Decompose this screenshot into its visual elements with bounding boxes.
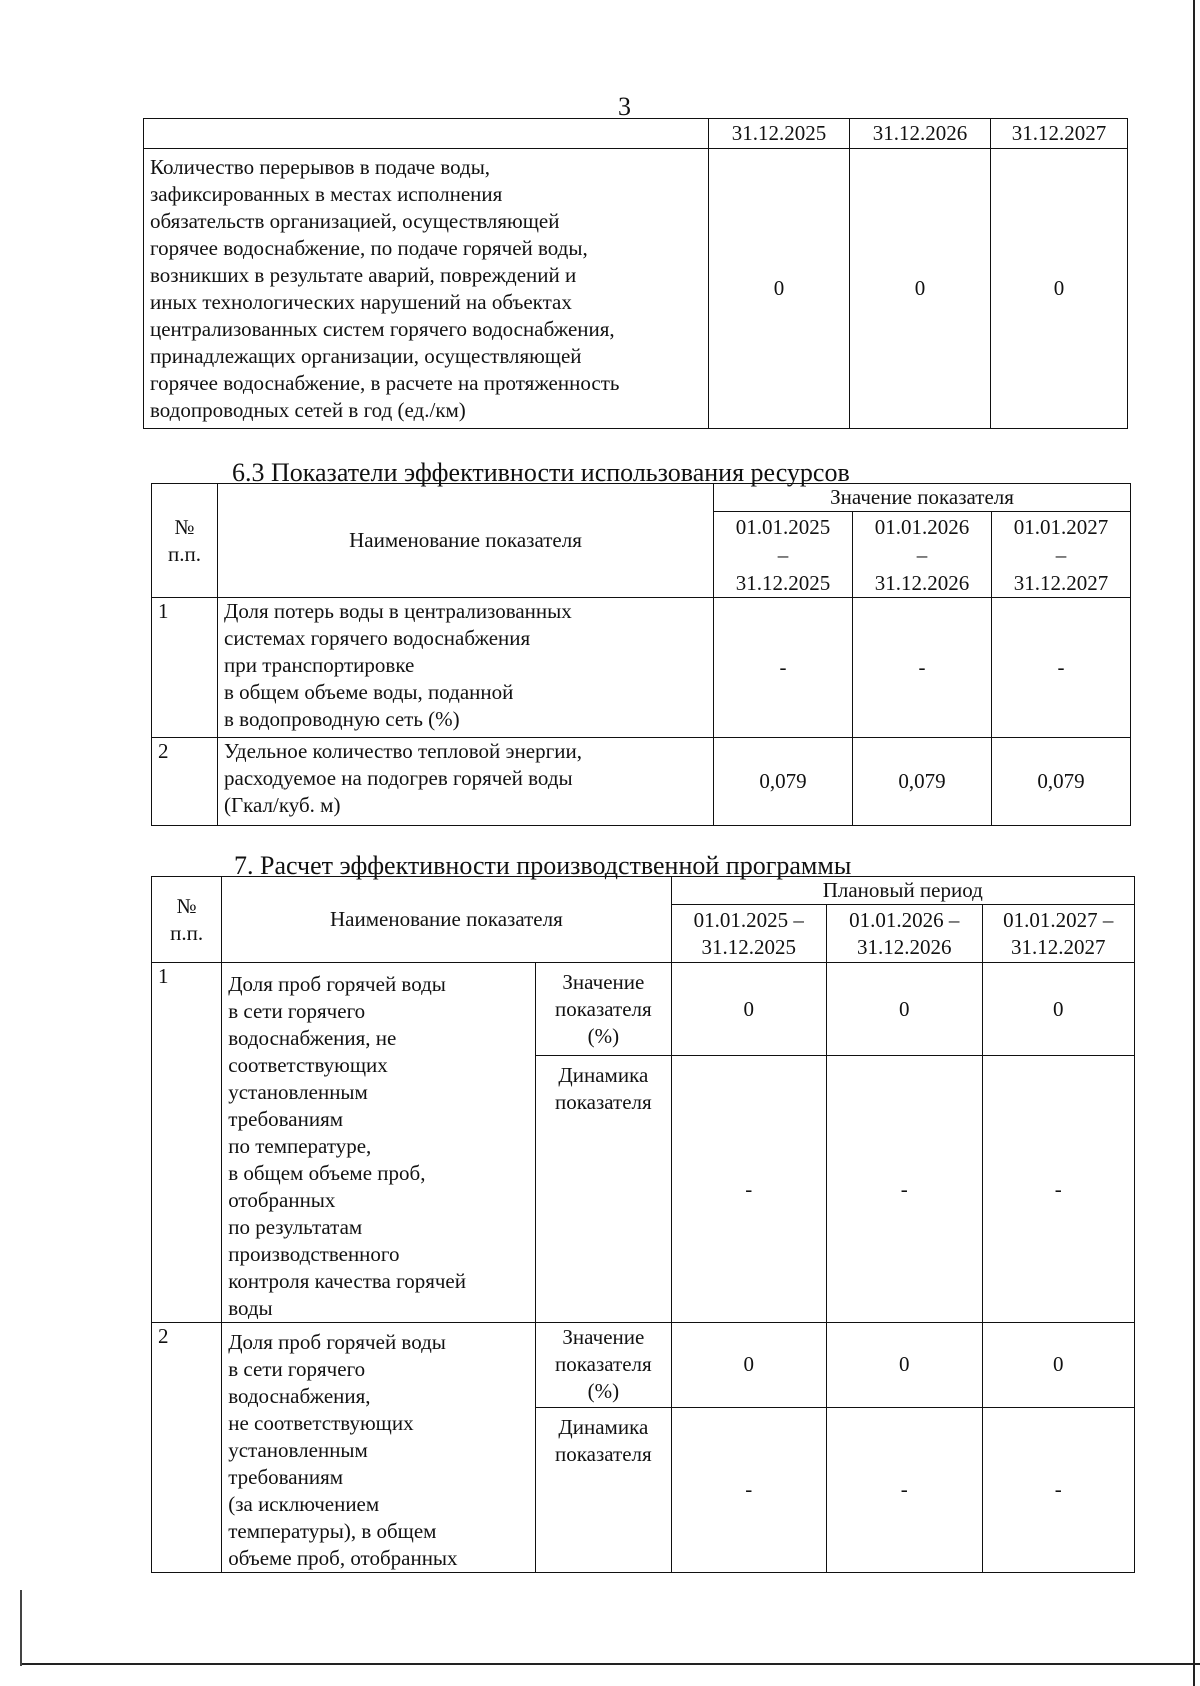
section-6-3-title: 6.3 Показатели эффективности использования ресурсов [232, 458, 850, 487]
scan-border-bottom [20, 1663, 1200, 1665]
sub-label-value: Значение показателя (%) [555, 969, 652, 1048]
dynamics-value: - [827, 1056, 982, 1323]
interruptions-value-2026: 0 [850, 149, 991, 429]
sub-label-dynamics: Динамика показателя [555, 1063, 652, 1115]
water-interruptions-table [143, 118, 1128, 429]
indicator-value: - [853, 598, 992, 738]
indicator-value: 0 [982, 1323, 1135, 1408]
scan-border-right [1193, 0, 1195, 1686]
period-header-2026: 01.01.2026 – 31.12.2026 [849, 907, 960, 959]
dynamics-value: - [982, 1056, 1135, 1323]
indicator-name: Доля проб горячей воды в сети горячего водоснабжения, не соответствующих установленным требованиям по температуре, в общем объеме проб, отобранных по результатам производственного контроля качества горячей воды [228, 972, 466, 1320]
page-number: 3 [618, 92, 631, 121]
scan-border-left [20, 1590, 22, 1666]
indicator-name: Доля проб горячей воды в сети горячего водоснабжения, не соответствующих установленным требованиям (за исключением температуры), в общем объеме проб, отобранных [228, 1330, 458, 1570]
sub-label-value: Значение показателя (%) [555, 1325, 652, 1404]
col-num-header: № п.п. [168, 514, 201, 566]
indicator-value: 0 [827, 963, 982, 1056]
date-header-2026: 31.12.2026 [850, 119, 991, 149]
interruptions-value-2025: 0 [709, 149, 850, 429]
col-period-header: Плановый период [671, 877, 1134, 905]
dynamics-value: - [671, 1056, 826, 1323]
table-row [152, 738, 1131, 826]
row-number: 2 [152, 738, 218, 826]
indicator-value: - [992, 598, 1131, 738]
row-number: 1 [152, 963, 222, 1323]
period-header-2025: 01.01.2025 – 31.12.2025 [693, 907, 804, 959]
period-header-2027: 01.01.2027 – 31.12.2027 [1013, 514, 1109, 595]
dynamics-value: - [671, 1407, 826, 1572]
col-name-header: Наименование показателя [222, 877, 671, 963]
indicator-value: 0 [671, 963, 826, 1056]
table-row [152, 1323, 1135, 1408]
period-header-2026: 01.01.2026 – 31.12.2026 [874, 514, 970, 595]
period-header-2027: 01.01.2027 – 31.12.2027 [1003, 907, 1114, 959]
col-num-header: № п.п. [170, 893, 204, 945]
indicator-value: 0 [982, 963, 1135, 1056]
row-number: 1 [152, 598, 218, 738]
indicator-value: 0,079 [992, 738, 1131, 826]
sub-label-dynamics: Динамика показателя [555, 1414, 652, 1466]
col-value-header: Значение показателя [714, 484, 1131, 512]
header-blank-cell [144, 119, 709, 149]
section-7-title: 7. Расчет эффективности производственной программы [234, 851, 852, 880]
date-header-2025: 31.12.2025 [709, 119, 850, 149]
indicator-value: 0,079 [853, 738, 992, 826]
dynamics-value: - [982, 1407, 1135, 1572]
table-row [152, 963, 1135, 1056]
indicator-value: 0 [827, 1323, 982, 1408]
resource-efficiency-table [151, 483, 1131, 826]
indicator-value: - [714, 598, 853, 738]
row-number: 2 [152, 1323, 222, 1573]
date-header-2027: 31.12.2027 [991, 119, 1128, 149]
interruptions-indicator-name: Количество перерывов в подаче воды, зафиксированных в местах исполнения обязательств организацией, осуществляющей горячее водоснабжение, по подаче горячей воды, возникших в результате аварий, повреждений и иных технологических нарушений на объектах централизованных систем горячего водоснабжения, принадлежащих организации, осуществляющей горячее водоснабжение, в расчете на протяженность водопроводных сетей в год (ед./км) [150, 154, 620, 422]
dynamics-value: - [827, 1407, 982, 1572]
indicator-name: Удельное количество тепловой энергии, расходуемое на подогрев горячей воды (Гкал/куб. м) [224, 739, 582, 817]
col-name-header: Наименование показателя [218, 484, 714, 598]
program-efficiency-table [151, 876, 1135, 1573]
indicator-value: 0,079 [714, 738, 853, 826]
table-row [152, 598, 1131, 738]
indicator-name: Доля потерь воды в централизованных системах горячего водоснабжения при транспортировке в общем объеме воды, поданной в водопроводную сеть (%) [224, 599, 572, 731]
period-header-2025: 01.01.2025 – 31.12.2025 [735, 514, 831, 595]
indicator-value: 0 [671, 1323, 826, 1408]
interruptions-value-2027: 0 [991, 149, 1128, 429]
